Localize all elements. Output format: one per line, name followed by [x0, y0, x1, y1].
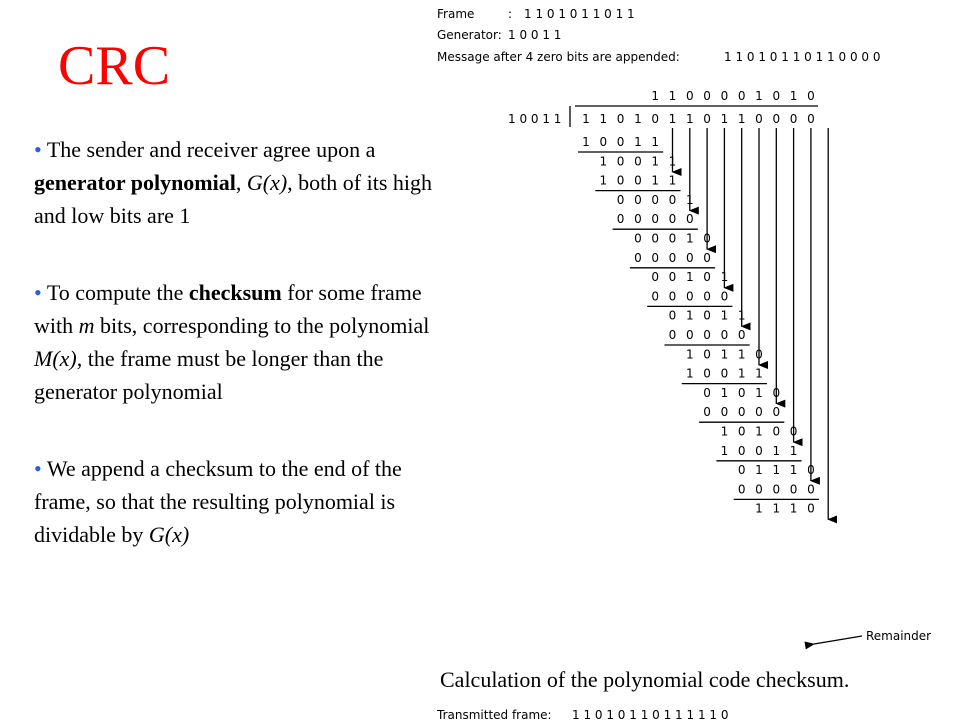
remainder-bits: 1: [668, 154, 677, 169]
bullet-bold-term: checksum: [188, 280, 282, 305]
dividend-bit: 0: [807, 112, 815, 126]
remainder-bits: 0: [807, 463, 815, 478]
remainder-bits: 1: [685, 270, 694, 285]
remainder-bits: 0: [668, 308, 677, 323]
remainder-bits: 0: [651, 270, 660, 285]
quotient-bit: 0: [685, 89, 694, 103]
subtrahend-bits: 0: [685, 212, 694, 227]
subtrahend-bits: 0: [772, 405, 781, 420]
remainder-bits: 0: [616, 154, 625, 169]
remainder-bits: 0: [651, 231, 660, 246]
bullet-bold-term: generator polynomial: [34, 170, 236, 195]
bullet-italic-term: G(x): [148, 522, 190, 547]
subtrahend-bits: 1: [755, 366, 763, 381]
remainder-bits: 0: [703, 308, 711, 323]
subtrahend-bits: 0: [634, 173, 642, 188]
dividend-bit: 0: [772, 112, 781, 126]
subtrahend-bits: 0: [737, 328, 746, 342]
subtrahend-bits: 0: [668, 289, 677, 304]
subtrahend-bits: 0: [737, 482, 746, 497]
remainder-bits: 1: [720, 270, 729, 285]
subtrahend-bits: 0: [651, 250, 660, 265]
frame-sep: :: [508, 7, 513, 21]
subtrahend-bits: 1: [651, 135, 660, 149]
subtrahend-bits: 0: [807, 482, 815, 497]
remainder-bits: 0: [772, 424, 781, 439]
frame-bits: 1 1 0 1 0 1 1 0 1 1: [524, 7, 635, 21]
subtrahend-bits: 0: [703, 366, 711, 381]
subtrahend-bits: 0: [703, 289, 711, 304]
final-remainder-bits: 0: [807, 501, 815, 516]
quotient-bit: 1: [789, 89, 798, 103]
dividend-bit: 1: [685, 112, 694, 126]
generator-bits: 1 0 0 1 1: [508, 28, 562, 42]
subtrahend-bits: 1: [789, 443, 798, 458]
remainder-bits: 0: [737, 424, 746, 439]
generator-label: Generator:: [437, 28, 502, 42]
remainder-bits: 0: [616, 192, 625, 207]
quotient-bit: 0: [737, 89, 746, 103]
remainder-bits: 0: [634, 231, 642, 246]
remainder-bits: 0: [703, 385, 711, 400]
subtrahend-bits: 0: [755, 443, 763, 458]
remainder-bits: 0: [668, 270, 677, 285]
dividend-bit: 1: [599, 112, 608, 126]
subtrahend-bits: 0: [703, 250, 711, 265]
subtrahend-bits: 0: [772, 482, 781, 497]
remainder-bits: 1: [685, 192, 694, 207]
remainder-bits: 0: [789, 424, 798, 439]
subtrahend-bits: 1: [582, 135, 590, 149]
quotient-bit: 1: [755, 89, 763, 103]
subtrahend-bits: 0: [720, 366, 729, 381]
quotient-bit: 0: [703, 89, 711, 103]
remainder-bits: 0: [634, 154, 642, 169]
subtrahend-bits: 1: [720, 443, 729, 458]
subtrahend-bits: 1: [651, 173, 660, 188]
bullet-text: We append a checksum to the end of the frame, so that the resulting polynomial is dividable by: [34, 456, 402, 547]
bullet-text: for some frame with: [34, 280, 422, 338]
subtrahend-bits: 0: [685, 250, 694, 265]
subtrahend-bits: 0: [720, 289, 729, 304]
subtrahend-bits: 1: [599, 173, 608, 188]
bullet-text: , the frame must be longer than the generator polynomial: [34, 346, 384, 404]
dividend-bit: 1: [737, 112, 746, 126]
bullet-text: , both of its high and low bits are 1: [34, 170, 433, 228]
remainder-bits: 0: [737, 463, 746, 478]
quotient-bit: 1: [668, 89, 677, 103]
dividend-bit: 0: [789, 112, 798, 126]
bullet-text: bits, corresponding to the polynomial: [94, 313, 430, 338]
subtrahend-bits: 0: [737, 405, 746, 420]
subtrahend-bits: 0: [685, 328, 694, 342]
subtrahend-bits: 0: [720, 405, 729, 420]
remainder-bits: 1: [720, 308, 729, 323]
dividend-bit: 1: [668, 112, 677, 126]
bullet-text: The sender and receiver agree upon a: [46, 137, 376, 162]
subtrahend-bits: 0: [737, 443, 746, 458]
subtrahend-bits: 0: [720, 328, 729, 342]
subtrahend-bits: 0: [703, 405, 711, 420]
subtrahend-bits: 0: [668, 328, 677, 342]
dividend-bit: 0: [703, 112, 711, 126]
remainder-pointer-arrow: [814, 636, 862, 644]
subtrahend-bits: 1: [685, 366, 694, 381]
remainder-bits: 1: [720, 424, 729, 439]
transmitted-label: Transmitted frame:: [437, 708, 552, 722]
dividend-bit: 0: [651, 112, 660, 126]
remainder-bits: 1: [685, 347, 694, 362]
remainder-bits: 1: [720, 347, 729, 362]
remainder-bits: 0: [737, 385, 746, 400]
remainder-bits: 1: [772, 463, 781, 478]
remainder-bits: 1: [685, 231, 694, 246]
bullet-text: ,: [235, 170, 247, 195]
bullet-dot-icon: •: [34, 456, 42, 481]
remainder-bits: 1: [737, 347, 746, 362]
remainder-bits: 0: [703, 270, 711, 285]
transmitted-bits: 1 1 0 1 0 1 1 0 1 1 1 1 1 0: [572, 708, 729, 722]
remainder-bits: 0: [703, 347, 711, 362]
divisor-bits: 1 0 0 1 1: [508, 112, 562, 126]
remainder-bits: 1: [720, 385, 729, 400]
remainder-bits: 1: [755, 463, 763, 478]
dividend-bit: 1: [720, 112, 729, 126]
quotient-bit: 0: [772, 89, 781, 103]
remainder-bits: 0: [634, 192, 642, 207]
final-remainder-bits: 1: [772, 501, 781, 516]
remainder-bits: 1: [755, 424, 763, 439]
subtrahend-bits: 0: [616, 212, 625, 227]
bullet-italic-term: m: [78, 313, 95, 338]
dividend-bit: 1: [582, 112, 590, 126]
subtrahend-bits: 0: [651, 212, 660, 227]
quotient-bit: 0: [720, 89, 729, 103]
quotient-bit: 1: [651, 89, 660, 103]
remainder-bits: 1: [651, 154, 660, 169]
dividend-bit: 0: [616, 112, 625, 126]
subtrahend-bits: 0: [616, 173, 625, 188]
subtrahend-bits: 0: [755, 405, 763, 420]
frame-label: Frame: [437, 7, 475, 21]
subtrahend-bits: 0: [755, 482, 763, 497]
subtrahend-bits: 0: [668, 212, 677, 227]
dividend-bit: 0: [755, 112, 763, 126]
subtrahend-bits: 1: [737, 366, 746, 381]
subtrahend-bits: 1: [634, 135, 642, 149]
remainder-bits: 0: [651, 192, 660, 207]
bullet-italic-term: M(x): [34, 346, 77, 371]
message-label: Message after 4 zero bits are appended:: [437, 50, 680, 64]
remainder-bits: 0: [668, 192, 677, 207]
remainder-bits: 0: [772, 385, 781, 400]
slide-title: CRC: [58, 35, 171, 97]
subtrahend-bits: 0: [651, 289, 660, 304]
final-remainder-bits: 1: [755, 501, 763, 516]
message-bits: 1 1 0 1 0 1 1 0 1 1 0 0 0 0: [724, 50, 881, 64]
subtrahend-bits: 0: [668, 250, 677, 265]
bullet-dot-icon: •: [34, 137, 42, 162]
remainder-bits: 1: [789, 463, 798, 478]
subtrahend-bits: 0: [634, 212, 642, 227]
remainder-bits: 1: [755, 385, 763, 400]
subtrahend-bits: 0: [685, 289, 694, 304]
remainder-bits: 1: [685, 308, 694, 323]
remainder-bits: 0: [755, 347, 763, 362]
remainder-bits: 0: [703, 231, 711, 246]
bullet-text: To compute the: [46, 280, 189, 305]
figure-caption: Calculation of the polynomial code checksum.: [440, 667, 850, 692]
bullet-italic-term: G(x): [246, 170, 288, 195]
remainder-bits: 1: [599, 154, 608, 169]
subtrahend-bits: 1: [668, 173, 677, 188]
subtrahend-bits: 0: [599, 135, 608, 149]
subtrahend-bits: 1: [772, 443, 781, 458]
bullet-dot-icon: •: [34, 280, 42, 305]
remainder-label: Remainder: [866, 629, 932, 643]
remainder-bits: 1: [737, 308, 746, 323]
quotient-bit: 0: [807, 89, 815, 103]
subtrahend-bits: 0: [703, 328, 711, 342]
remainder-bits: 0: [668, 231, 677, 246]
subtrahend-bits: 0: [616, 135, 625, 149]
subtrahend-bits: 0: [789, 482, 798, 497]
final-remainder-bits: 1: [789, 501, 798, 516]
subtrahend-bits: 0: [634, 250, 642, 265]
dividend-bit: 1: [634, 112, 642, 126]
